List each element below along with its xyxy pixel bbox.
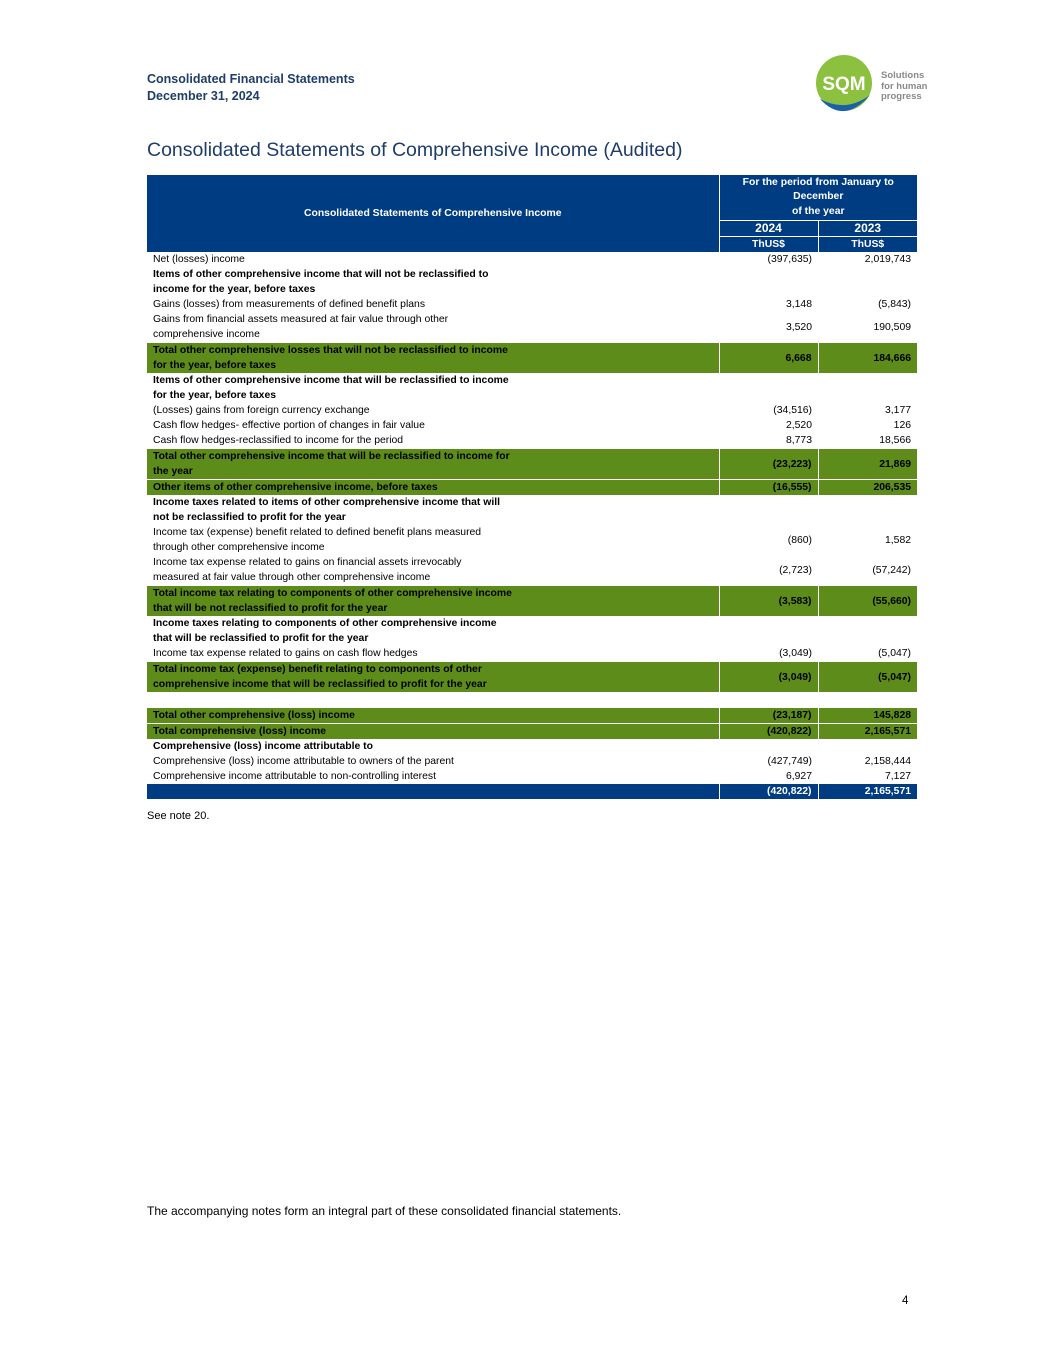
total-row <box>147 586 917 617</box>
row-label: Total comprehensive (loss) income <box>147 724 719 740</box>
value-2024: 8,773 <box>785 435 812 446</box>
value-2024: (420,822) <box>719 784 818 799</box>
value-2023: 190,509 <box>873 321 912 333</box>
row-label-line1: Income tax expense related to gains on financial assets irrevocably <box>153 557 462 568</box>
value-2023: 126 <box>893 420 912 431</box>
value-2023: 2,019,743 <box>864 254 912 265</box>
row-label: Comprehensive (loss) income attributable to owners of the parent <box>153 756 454 767</box>
row-label-line1: Gains from financial assets measured at fair value through other <box>153 314 449 325</box>
row-label: Cash flow hedges-reclassified to income for the period <box>153 435 404 446</box>
row-label-line1: Total other comprehensive losses that will not be reclassified to income <box>153 345 508 356</box>
value-2023: 1,582 <box>885 534 912 546</box>
logo-tagline-3: progress <box>881 91 922 102</box>
value-2024: 2,520 <box>785 420 812 431</box>
row-label <box>147 784 719 799</box>
table-row <box>147 646 917 662</box>
logo-tagline <box>881 71 927 103</box>
value-2023: (57,242) <box>872 564 912 576</box>
row-label: Cash flow hedges- effective portion of changes in fair value <box>153 420 425 431</box>
see-note: See note 20. <box>147 810 210 822</box>
value-2024: 6,668 <box>719 343 818 374</box>
total-row <box>147 662 917 693</box>
row-label <box>147 616 719 646</box>
row-label-line2: not be reclassified to profit for the year <box>153 512 346 523</box>
report-header <box>147 71 355 105</box>
footer-statement: The accompanying notes form an integral part of these consolidated financial statements. <box>147 1204 622 1218</box>
section-heading-row <box>147 373 917 403</box>
row-label <box>147 555 719 586</box>
value-2023: 145,828 <box>818 708 917 724</box>
value-2023: 184,666 <box>818 343 917 374</box>
spacer-row <box>147 692 917 708</box>
logo-mark-text: SQM <box>822 74 866 95</box>
row-label-line1: Total other comprehensive income that will be reclassified to income for <box>153 451 510 462</box>
table-row <box>147 418 917 433</box>
value-2023: 18,566 <box>879 435 912 446</box>
value-2024: 6,927 <box>785 771 812 782</box>
row-label <box>147 373 719 403</box>
value-2023: 21,869 <box>818 449 917 480</box>
row-label-line1: Total income tax relating to components of other comprehensive income <box>153 588 512 599</box>
row-label-line2: measured at fair value through other comprehensive income <box>153 572 431 583</box>
grand-total-row <box>147 784 917 799</box>
unit-2023: ThUS$ <box>818 237 917 253</box>
table-header-period <box>719 175 917 221</box>
period-line-1: For the period from January to <box>742 176 894 188</box>
value-2023: 2,165,571 <box>818 784 917 799</box>
row-label-line1: Income taxes related to items of other comprehensive income that will <box>153 497 501 508</box>
row-label <box>147 343 719 374</box>
value-2024: (3,049) <box>779 648 812 659</box>
row-label-line1: Items of other comprehensive income that will be reclassified to income <box>153 375 509 386</box>
row-label <box>147 312 719 343</box>
value-2023: (5,047) <box>818 662 917 693</box>
page-number: 4 <box>902 1295 909 1307</box>
table-header-title: Consolidated Statements of Comprehensive Income <box>303 208 562 219</box>
table-row <box>147 754 917 769</box>
section-heading-row <box>147 495 917 525</box>
report-header-title: Consolidated Financial Statements <box>147 72 355 86</box>
sqm-logo-mark <box>812 55 878 117</box>
value-2024: (420,822) <box>719 724 818 740</box>
comprehensive-income-table <box>147 175 917 799</box>
year-2024: 2024 <box>719 221 818 237</box>
value-2023: 206,535 <box>818 480 917 496</box>
table-row <box>147 403 917 418</box>
row-label: Gains (losses) from measurements of defined benefit plans <box>153 299 426 310</box>
table-row <box>147 433 917 449</box>
section-heading-row <box>147 739 917 754</box>
row-label-line2: comprehensive income that will be reclassified to profit for the year <box>153 679 487 690</box>
value-2023: 2,165,571 <box>818 724 917 740</box>
report-header-date: December 31, 2024 <box>147 89 260 103</box>
row-label <box>147 662 719 693</box>
logo-tagline-2: for human <box>881 80 928 92</box>
section-heading-row <box>147 616 917 646</box>
row-label <box>147 495 719 525</box>
sqm-logo <box>812 55 932 117</box>
value-2024: (34,516) <box>773 405 812 416</box>
row-label: Comprehensive income attributable to non-controlling interest <box>153 771 437 782</box>
section-heading-row <box>147 267 917 297</box>
table-row <box>147 525 917 555</box>
value-2023: 3,177 <box>885 405 912 416</box>
row-label-line1: Items of other comprehensive income that will not be reclassified to <box>153 269 489 280</box>
value-2024: (860) <box>787 534 812 546</box>
table-header-row <box>147 175 917 221</box>
period-line-2: December <box>793 191 844 203</box>
table-row <box>147 297 917 312</box>
year-2023: 2023 <box>818 221 917 237</box>
row-label: Net (losses) income <box>153 254 245 265</box>
row-label-line2: for the year, before taxes <box>153 360 277 371</box>
value-2024: (23,187) <box>719 708 818 724</box>
value-2024: (427,749) <box>767 756 812 767</box>
row-label-line1: Income taxes relating to components of other comprehensive income <box>153 618 497 629</box>
total-row <box>147 480 917 496</box>
row-label: Other items of other comprehensive income, before taxes <box>147 480 719 496</box>
value-2024: (3,049) <box>719 662 818 693</box>
row-label-line2: through other comprehensive income <box>153 542 325 553</box>
value-2023: (5,843) <box>878 299 912 310</box>
unit-2024: ThUS$ <box>719 237 818 253</box>
value-2023: (5,047) <box>878 648 912 659</box>
table-row <box>147 312 917 343</box>
total-row <box>147 724 917 740</box>
row-label <box>147 449 719 480</box>
value-2024: (16,555) <box>719 480 818 496</box>
table-row <box>147 252 917 267</box>
value-2024: (397,635) <box>767 254 812 265</box>
table-row <box>147 769 917 784</box>
value-2024: (3,583) <box>719 586 818 617</box>
row-label-line2: the year <box>153 466 193 477</box>
value-2024: (2,723) <box>779 564 812 576</box>
total-row <box>147 343 917 374</box>
row-label-line1: Total income tax (expense) benefit relating to components of other <box>153 664 482 675</box>
row-label-line2: that will be not reclassified to profit for the year <box>153 603 388 614</box>
row-label-line2: comprehensive income <box>153 329 260 340</box>
logo-tagline-1: Solutions <box>881 70 925 81</box>
value-2023: 7,127 <box>885 771 912 782</box>
row-label-line2: for the year, before taxes <box>153 390 277 401</box>
row-label-line2: income for the year, before taxes <box>153 284 316 295</box>
table-row <box>147 555 917 586</box>
value-2023: (55,660) <box>818 586 917 617</box>
value-2023: 2,158,444 <box>864 756 912 767</box>
total-row <box>147 708 917 724</box>
row-label: (Losses) gains from foreign currency exchange <box>153 405 370 416</box>
total-row <box>147 449 917 480</box>
row-label-line1: Income tax (expense) benefit related to defined benefit plans measured <box>153 527 482 538</box>
row-label <box>147 586 719 617</box>
value-2024: 3,520 <box>785 321 812 333</box>
page-title: Consolidated Statements of Comprehensive Income (Audited) <box>147 139 683 161</box>
row-label <box>147 267 719 297</box>
value-2024: (23,223) <box>719 449 818 480</box>
value-2024: 3,148 <box>785 299 812 310</box>
row-label: Comprehensive (loss) income attributable to <box>153 741 373 752</box>
period-line-3: of the year <box>791 205 845 217</box>
row-label-line2: that will be reclassified to profit for the year <box>153 633 369 644</box>
row-label: Total other comprehensive (loss) income <box>147 708 719 724</box>
row-label <box>147 525 719 555</box>
row-label: Income tax expense related to gains on cash flow hedges <box>153 648 418 659</box>
